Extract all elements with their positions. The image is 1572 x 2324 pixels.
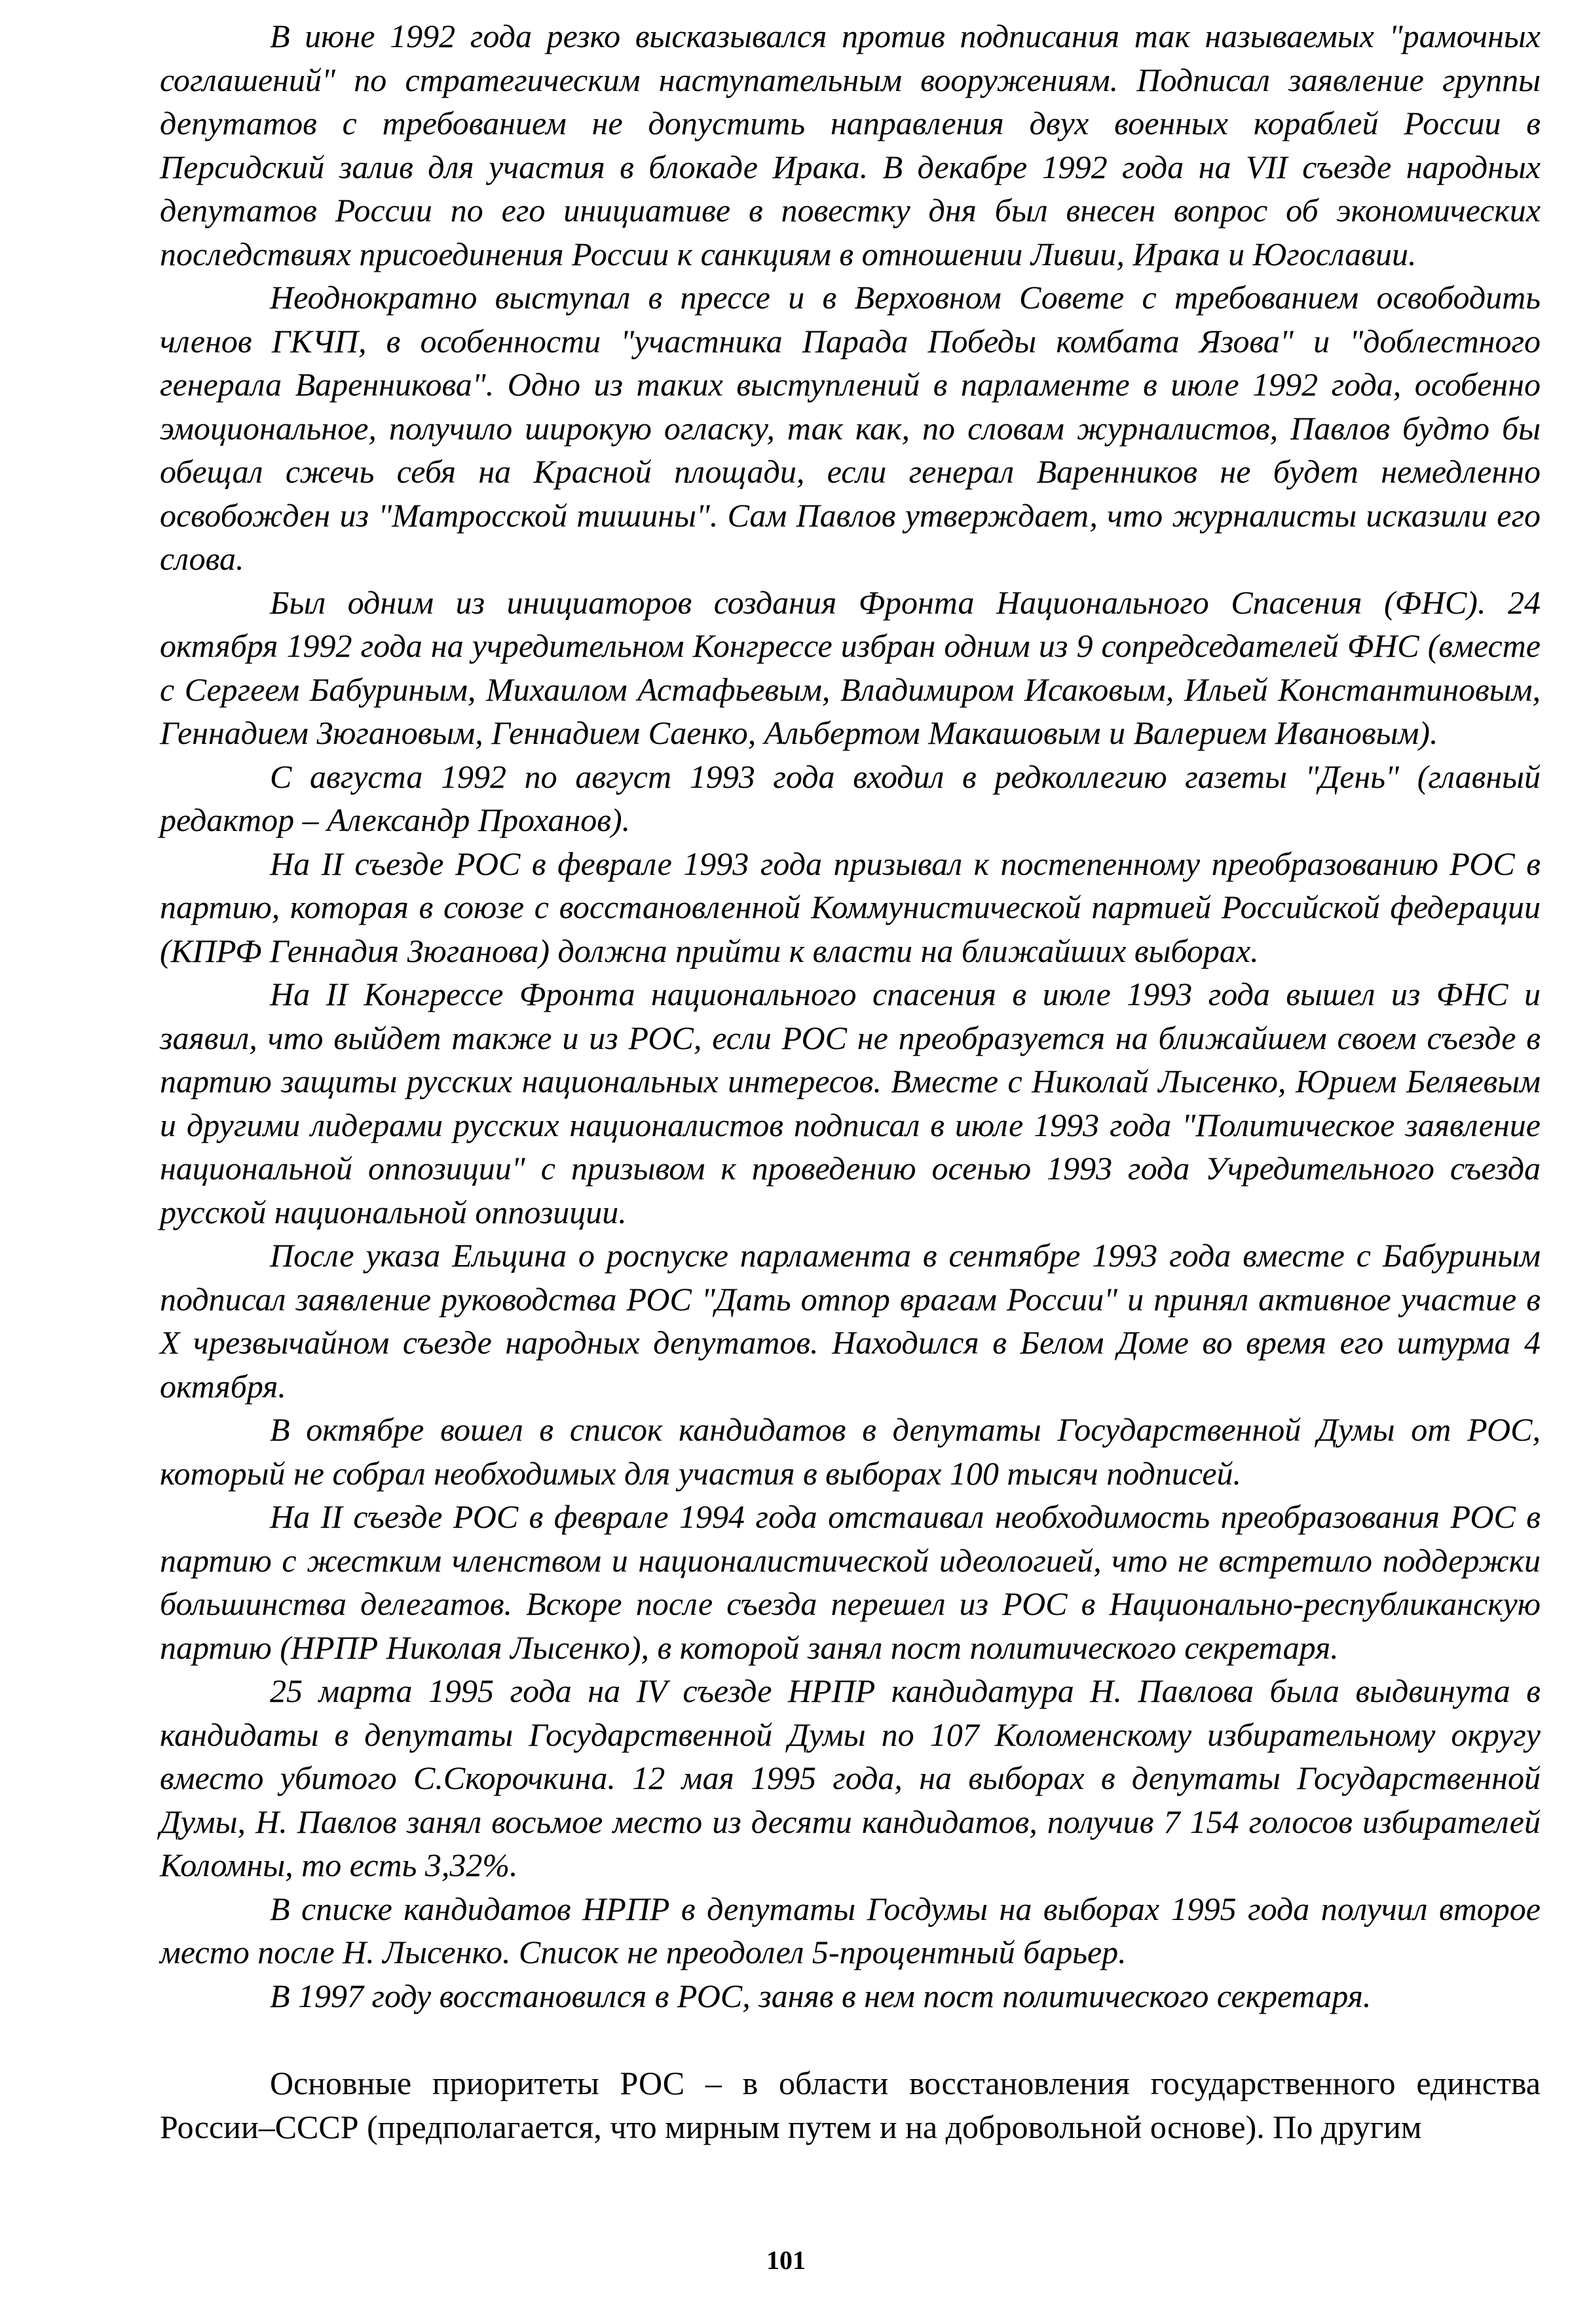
paragraph-den-newspaper: С августа 1992 по август 1993 года входил в редколлегию газеты "День" (главный редактор – Александр Проханов). [160,758,1541,838]
document-page [160,14,1541,2149]
paragraph-1997: В 1997 году восстановился в РОС, заняв в нем пост политического секретаря. [270,1977,1372,2014]
paragraph-parliament-dissolution: После указа Ельцина о роспуске парламента в сентябре 1993 года вместе с Бабуриным подписал заявление руководства РОС "Дать отпор врагам России" и принял активное участие в X чрезвычайном съезде народных депутатов. Находился в Белом Доме во время его штурма 4 октября. [160,1237,1541,1405]
priorities-section [160,2061,1541,2149]
paragraph-march-1995: 25 марта 1995 года на IV съезде НРПР кандидатура Н. Павлова была выдвинута в кандидаты в депутаты Государственной Думы по 107 Коломенскому избирательному округу вместо убитого С.Скорочкина. 12 мая 1995 года, на выборах в депутаты Государственной Думы, Н. Павлов занял восьмое место из десяти кандидатов, получив 7 154 голосов избирателей Коломны, то есть 3,32%. [160,1672,1541,1883]
paragraph-nrpr-list: В списке кандидатов НРПР в депутаты Госдумы на выборах 1995 года получил второе место после Н. Лысенко. Список не преодолел 5-процентный барьер. [160,1890,1541,1970]
paragraph-ros-priorities: Основные приоритеты РОС – в области восстановления государственного единства России–СССР (предполагается, что мирным путем и на добровольной основе). По другим [160,2065,1541,2145]
paragraph-ros-1994: На II съезде РОС в феврале 1994 года отстаивал необходимость преобразования РОС в партию с жестким членством и националистической идеологией, что не встретило поддержки большинства делегатов. Вскоре после съезда перешел из РОС в Национально-республиканскую партию (НРПР Николая Лысенко), в которой занял пост политического секретаря. [160,1498,1541,1666]
paragraph-duma-candidates: В октябре вошел в список кандидатов в депутаты Государственной Думы от РОС, который не собрал необходимых для участия в выборах 100 тысяч подписей. [160,1411,1541,1492]
biography-italic-section [160,14,1541,2018]
paragraph-fns-congress: На II Конгрессе Фронта национального спасения в июле 1993 года вышел из ФНС и заявил, что выйдет также и из РОС, если РОС не преобразуется на ближайшем своем съезде в партию защиты русских национальных интересов. Вместе с Николай Лысенко, Юрием Беляевым и другими лидерами русских националистов подписал в июле 1993 года "Политическое заявление национальной оппозиции" с призывом к проведению осенью 1993 года Учредительного съезда русской национальной оппозиции. [160,976,1541,1230]
page-number: 101 [766,2245,806,2275]
paragraph-june-1992: В июне 1992 года резко высказывался против подписания так называемых "рамочных соглашений" по стратегическим наступательным вооружениям. Подписал заявление группы депутатов с требованием не допустить направления двух военных кораблей России в Персидский залив для участия в блокаде Ирака. В декабре 1992 года на VII съезде народных депутатов России по его инициативе в повестку дня был внесен вопрос об экономических последствиях присоединения России к санкциям в отношении Ливии, Ирака и Югославии. [160,18,1541,272]
paragraph-gkchp: Неоднократно выступал в прессе и в Верховном Совете с требованием освободить членов ГКЧП, в особенности "участника Парада Победы комбата Язова" и "доблестного генерала Варенникова". Одно из таких выступлений в парламенте в июле 1992 года, особенно эмоциональное, получило широкую огласку, так как, по словам журналистов, Павлов будто бы обещал сжечь себя на Красной площади, если генерал Варенников не будет немедленно освобожден из "Матросской тишины". Сам Павлов утверждает, что журналисты исказили его слова. [160,279,1541,577]
paragraph-fns: Был одним из инициаторов создания Фронта Национального Спасения (ФНС). 24 октября 1992 года на учредительном Конгрессе избран одним из 9 сопредседателей ФНС (вместе с Сергеем Бабуриным, Михаилом Астафьевым, Владимиром Исаковым, Ильей Константиновым, Геннадием Зюгановым, Геннадием Саенко, Альбертом Макашовым и Валерием Ивановым). [160,583,1541,751]
paragraph-ros-1993: На II съезде РОС в феврале 1993 года призывал к постепенному преобразованию РОС в партию, которая в союзе с восстановленной Коммунистической партией Российской федерации (КПРФ Геннадия Зюганова) должна прийти к власти на ближайших выборах. [160,845,1541,969]
